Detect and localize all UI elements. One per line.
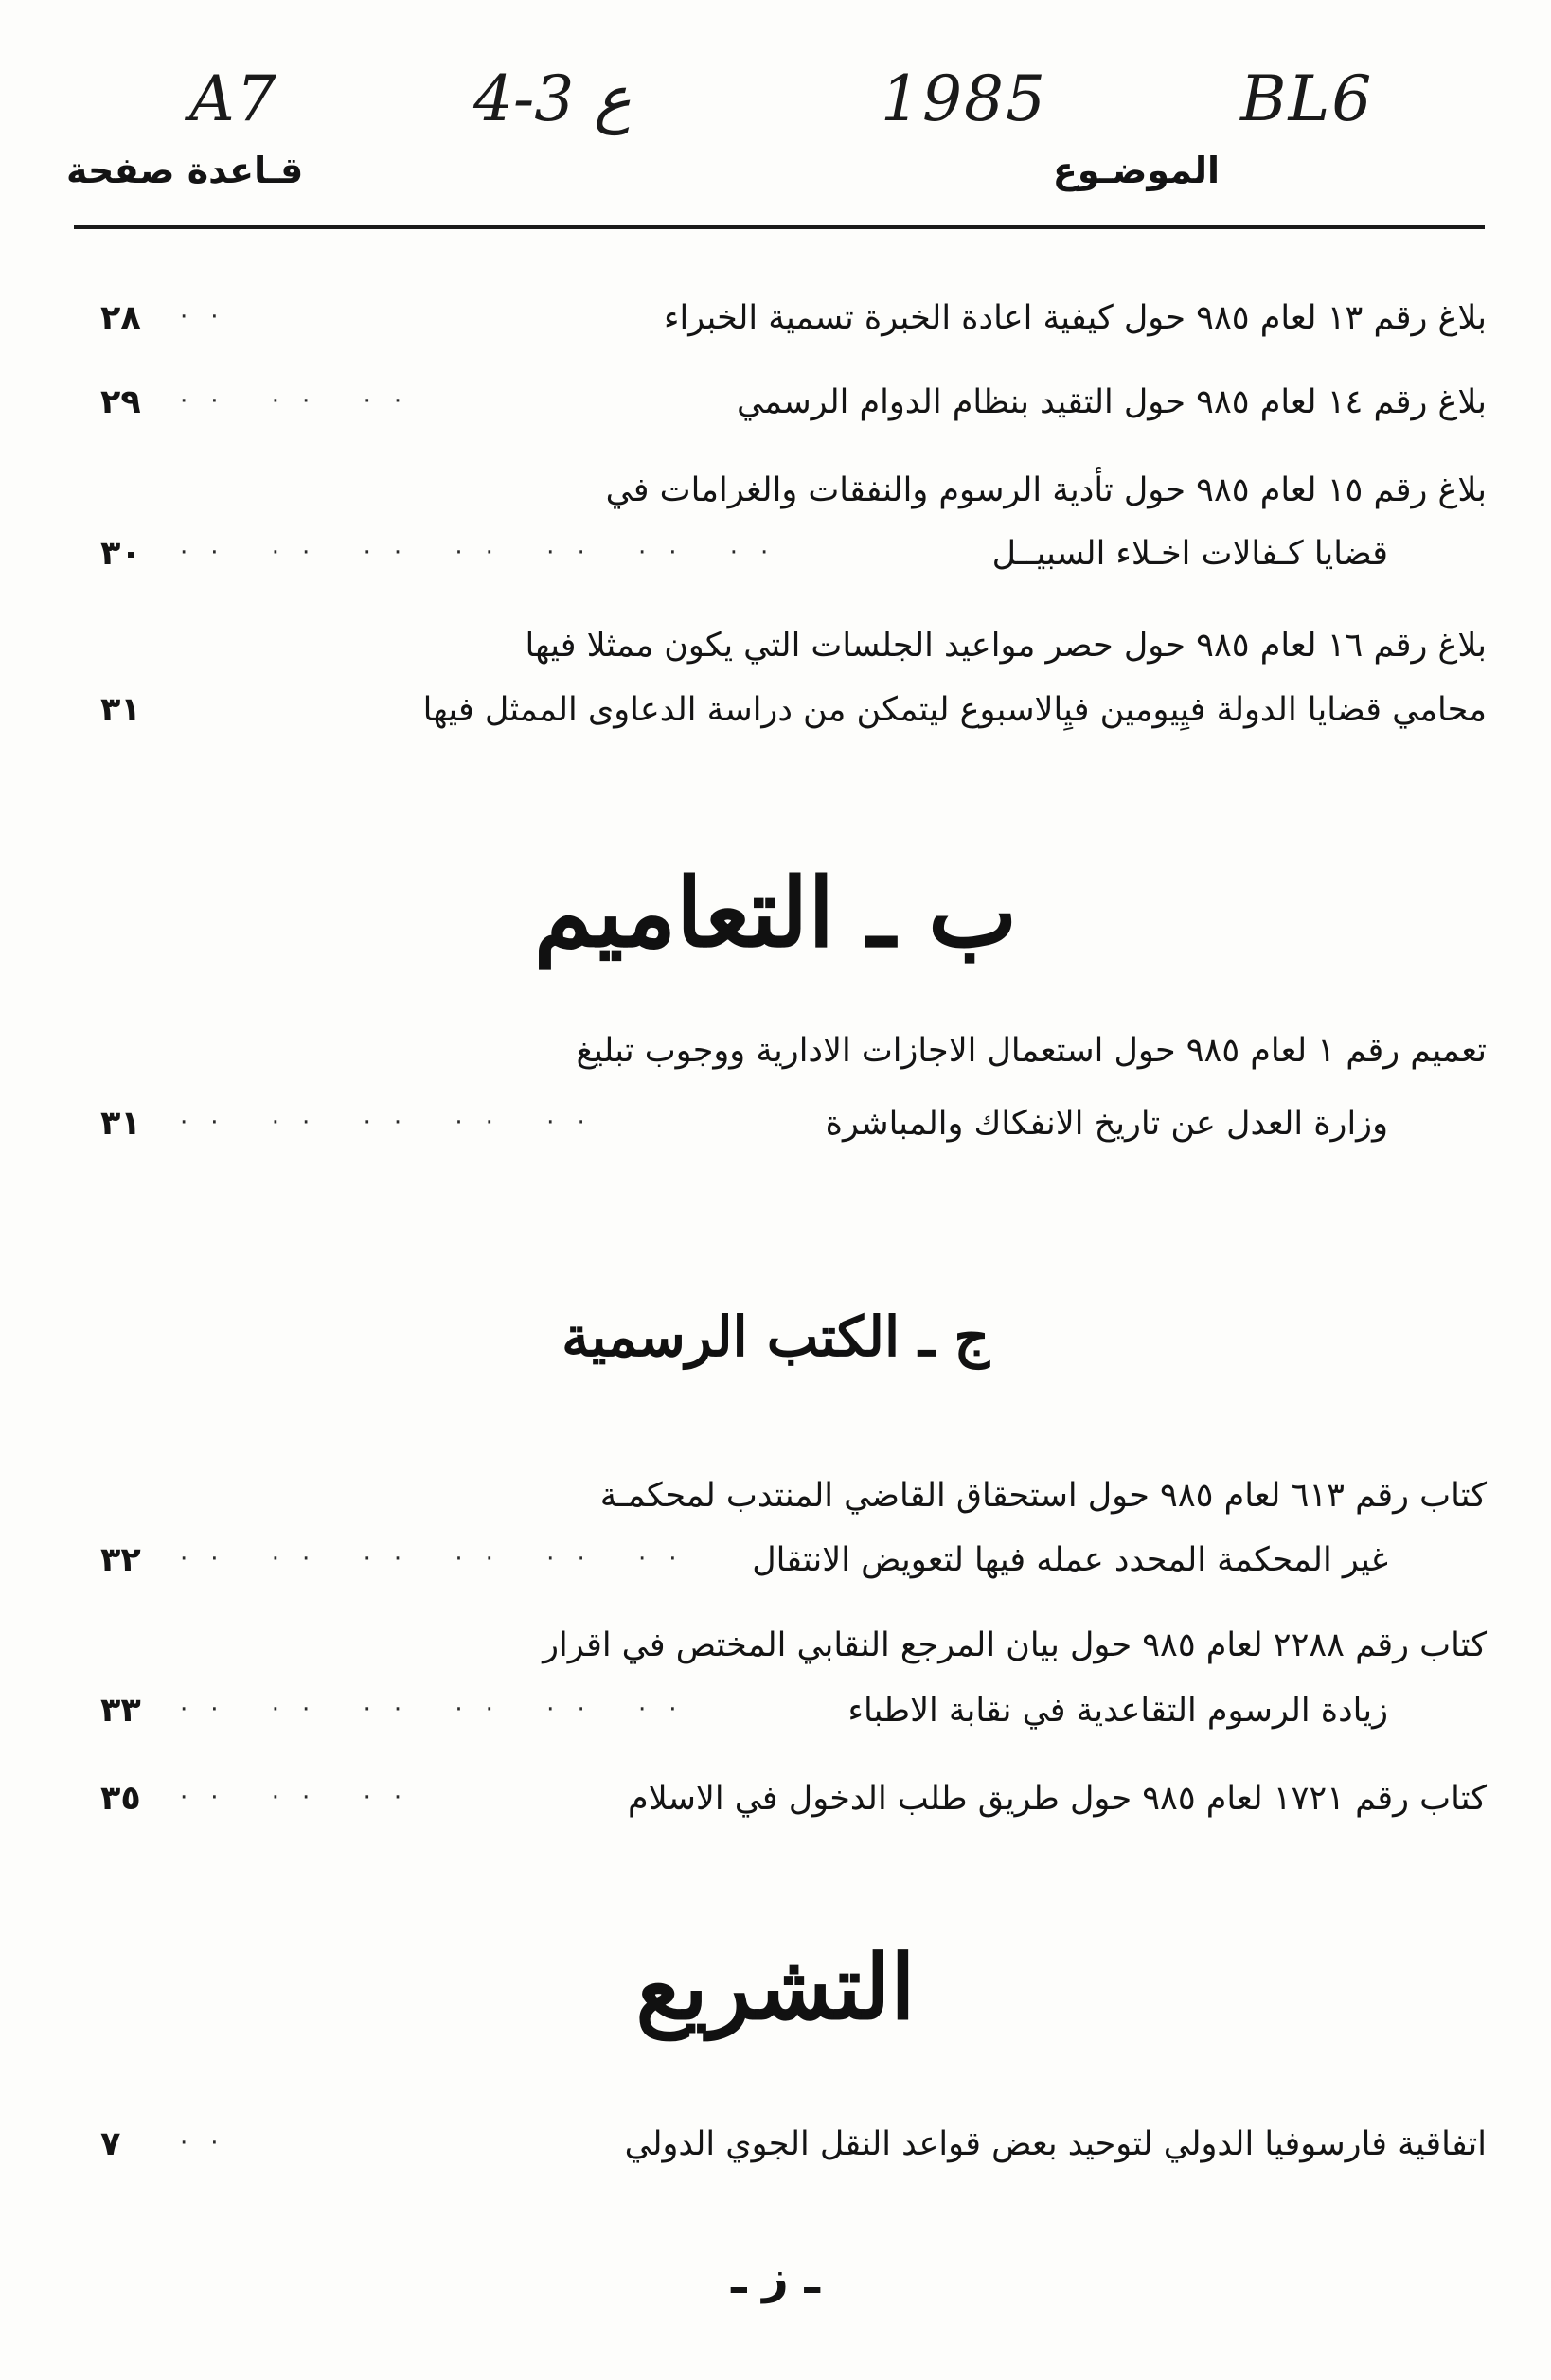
rule-page-column-header: قـاعدة صفحة [66, 150, 304, 191]
entry-text: بلاغ رقم ١٦ لعام ٩٨٥ حول حصر مواعيد الجلسات التي يكون ممثلا فيها [525, 627, 1487, 665]
handwritten-note-2: 4-3 ع [473, 62, 632, 135]
handwritten-note-3: 1985 [881, 62, 1047, 135]
entry-page-number: ٣٥ [100, 1780, 141, 1818]
entry-text: كتاب رقم ١٧٢١ لعام ٩٨٥ حول طريق طلب الدخول في الاسلام [628, 1780, 1487, 1818]
toc-entry [95, 2125, 1487, 2182]
toc-entry-continuation [95, 1692, 1487, 1749]
entry-page-number: ٣١ [100, 1105, 141, 1143]
leader-dots: ·· ·· ·· [180, 1784, 425, 1812]
leader-dots: ·· ·· ·· ·· ·· ·· [180, 1696, 700, 1724]
section-title-official-letters: ج ـ الكتب الرسمية [562, 1305, 989, 1369]
toc-entry-continuation [95, 691, 1487, 748]
leader-dots: ·· [180, 2129, 241, 2158]
toc-entry [95, 471, 1487, 528]
handwritten-note-4: BL6 [1240, 62, 1374, 135]
entry-page-number: ٣١ [100, 691, 141, 729]
entry-page-number: ٣٢ [100, 1541, 141, 1579]
toc-entry [95, 1780, 1487, 1837]
toc-entry-continuation [95, 1541, 1487, 1598]
entry-page-number: ٢٨ [100, 299, 141, 337]
entry-text: بلاغ رقم ١٥ لعام ٩٨٥ حول تأدية الرسوم والنفقات والغرامات في [605, 471, 1487, 509]
toc-entry-continuation [95, 1105, 1487, 1162]
leader-dots: ·· ·· ·· ·· ·· [180, 1109, 608, 1137]
toc-entry [95, 299, 1487, 356]
toc-entry [95, 1626, 1487, 1683]
entry-text: قضايا كـفالات اخـلاء السبيــل [991, 535, 1388, 573]
subject-column-header: الموضـوع [1052, 150, 1220, 191]
leader-dots: ·· ·· ·· ·· ·· ·· ·· [180, 539, 792, 567]
section-title-circulars: ب ـ التعاميم [533, 857, 1018, 968]
entry-text: اتفاقية فارسوفيا الدولي لتوحيد بعض قواعد النقل الجوي الدولي [624, 2125, 1487, 2163]
toc-entry [95, 383, 1487, 440]
toc-entry [95, 1477, 1487, 1534]
entry-text: كتاب رقم ٢٢٨٨ لعام ٩٨٥ حول بيان المرجع النقابي المختص في اقرار [543, 1626, 1487, 1664]
header-divider [74, 225, 1485, 229]
entry-text: غير المحكمة المحدد عمله فيها لتعويض الانتقال [752, 1541, 1388, 1579]
section-title-legislation: التشريع [635, 1936, 916, 2040]
toc-entry [95, 627, 1487, 684]
toc-entry-continuation [95, 535, 1487, 592]
entry-text: بلاغ رقم ١٣ لعام ٩٨٥ حول كيفية اعادة الخبرة تسمية الخبراء [664, 299, 1487, 337]
entry-text: محامي قضايا الدولة فيِيومين فيِالاسبوع ليتمكن من دراسة الدعاوى الممثل فيها [422, 691, 1487, 729]
entry-page-number: ٣٠ [100, 535, 141, 573]
leader-dots: ·· ·· ·· [180, 387, 425, 416]
entry-page-number: ٣٣ [100, 1692, 141, 1730]
toc-entry [95, 1032, 1487, 1089]
entry-text: بلاغ رقم ١٤ لعام ٩٨٥ حول التقيد بنظام الدوام الرسمي [736, 383, 1487, 421]
leader-dots: ·· [180, 303, 241, 331]
entry-page-number: ٢٩ [100, 383, 141, 421]
entry-page-number: ٧ [100, 2125, 121, 2163]
entry-text: زيادة الرسوم التقاعدية في نقابة الاطباء [847, 1692, 1388, 1730]
leader-dots: ·· ·· ·· ·· ·· ·· [180, 1545, 700, 1573]
entry-text: وزارة العدل عن تاريخ الانفكاك والمباشرة [825, 1105, 1388, 1143]
entry-text: تعميم رقم ١ لعام ٩٨٥ حول استعمال الاجازات الادارية ووجوب تبليغ [576, 1032, 1487, 1070]
handwritten-note-1: A7 [189, 62, 278, 135]
entry-text: كتاب رقم ٦١٣ لعام ٩٨٥ حول استحقاق القاضي المنتدب لمحكمـة [599, 1477, 1487, 1515]
page-marker: ـ ز ـ [731, 2251, 820, 2304]
